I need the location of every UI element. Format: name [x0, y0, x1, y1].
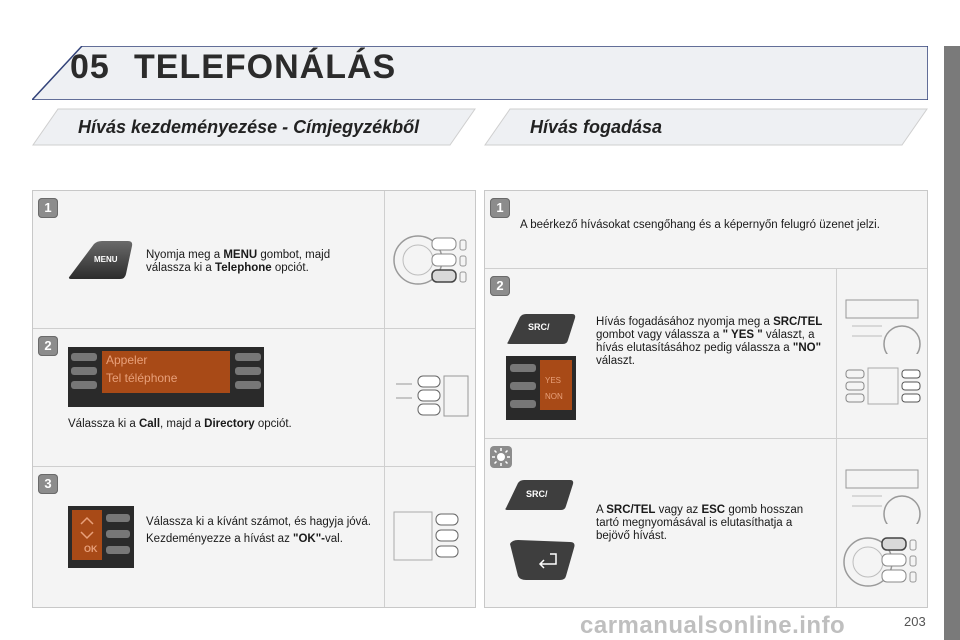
control-panel-diagram-1 — [392, 228, 470, 292]
right-step-badge-1: 1 — [490, 198, 510, 218]
left-row-divider-1 — [33, 328, 475, 329]
right-row-divider-2 — [485, 438, 927, 439]
chapter-title: TELEFONÁLÁS — [134, 48, 397, 86]
right-step-badge-2: 2 — [490, 276, 510, 296]
tip-lightbulb-icon — [490, 446, 512, 468]
esc-button-image — [506, 540, 576, 580]
watermark: carmanualsonline.info — [580, 612, 846, 639]
side-tab-strip — [944, 46, 960, 640]
screen-text-yes: YES — [545, 376, 562, 385]
menu-button-label: MENU — [94, 255, 118, 264]
control-panel-diagram-2 — [392, 372, 470, 432]
screen-text-call: Appeler — [106, 353, 148, 367]
left-row-divider-2 — [33, 466, 475, 467]
src-button-label: SRC/ — [528, 322, 550, 332]
display-screen-answer — [506, 356, 576, 420]
steering-control-diagram-2 — [842, 466, 922, 524]
step-badge-2: 2 — [38, 336, 58, 356]
control-panel-diagram-4 — [842, 366, 922, 408]
screen-text-ok: OK — [84, 544, 98, 554]
left-section-title: Hívás kezdeményezése - Címjegyzékből — [78, 117, 420, 137]
right-column-divider — [836, 269, 837, 607]
control-panel-diagram-5 — [842, 532, 922, 592]
right-step-1-text: A beérkező hívásokat csengőhang és a képernyőn felugró üzenet jelzi. — [520, 219, 880, 231]
right-row-divider-1 — [485, 268, 927, 269]
right-step-3-text: A SRC/TEL vagy az ESC gomb hosszan tartó megnyomásával is elutasíthatja a bejövő hívást. — [596, 504, 804, 542]
step-badge-1: 1 — [38, 198, 58, 218]
screen-text-directory: Tel téléphone — [106, 371, 178, 385]
left-column-divider — [384, 191, 385, 607]
left-step-2-text: Válassza ki a Call, majd a Directory opciót. — [68, 418, 292, 430]
page-number: 203 — [904, 614, 926, 629]
chapter-number: 05 — [70, 48, 110, 86]
left-step-3-text: Válassza ki a kívánt számot, és hagyja jóvá. Kezdeményezze a hívást az "OK"-val. — [146, 516, 371, 545]
step-badge-3: 3 — [38, 474, 58, 494]
screen-text-no: NON — [545, 392, 563, 401]
right-step-2-text: Hívás fogadásához nyomja meg a SRC/TEL gombot vagy válassza a " YES " választ, a hívás elutasításához pedig válassza a "NO" választ. — [596, 316, 823, 367]
control-panel-diagram-3 — [392, 508, 470, 564]
left-step-1-text: Nyomja meg a MENU gombot, majd válassza ki a Telephone opciót. — [146, 249, 331, 274]
right-section-title: Hívás fogadása — [530, 117, 663, 137]
src-button-label-2: SRC/ — [526, 489, 548, 499]
display-screen-ok — [68, 506, 134, 568]
steering-control-diagram-1 — [842, 296, 922, 354]
